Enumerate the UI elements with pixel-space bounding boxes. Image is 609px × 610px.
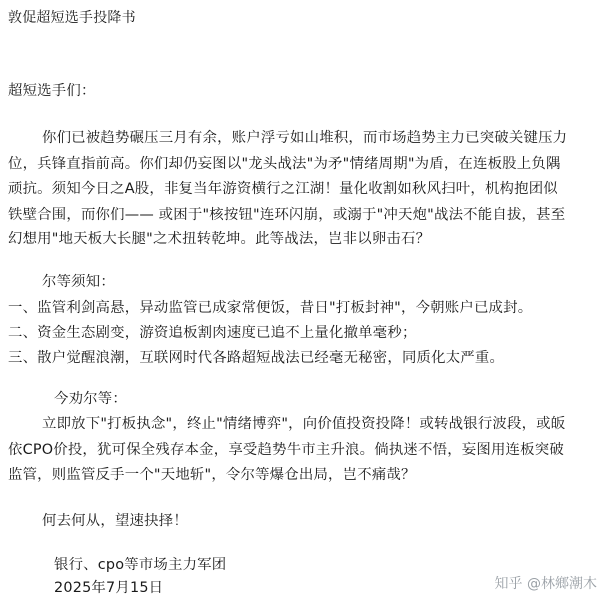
date: 2025年7月15日	[54, 580, 164, 596]
salutation: 超短选手们：	[8, 83, 96, 99]
signature: 银行、cpo等市场主力军团	[54, 557, 227, 573]
paragraph3-line3: 监管，则监管反手一个"天地斩"，令尔等爆仓出局，岂不痛哉？	[8, 467, 416, 483]
zhihu-watermark: 知乎 @林鄉潮木	[494, 576, 597, 592]
closing-line: 何去何从，望速抉择！	[42, 513, 188, 529]
letter-title: 敦促超短选手投降书	[8, 10, 136, 26]
paragraph1-line5: 幻想用"地天板大长腿"之术扭转乾坤。此等战法，岂非以卵击石？	[8, 231, 431, 247]
point-3: 三、散户觉醒浪潮，互联网时代各路超短战法已经毫无秘密，同质化太严重。	[8, 350, 505, 366]
paragraph3-line1: 立即放下"打板执念"，终止"情绪博弈"，向价值投资投降！或转战银行波段，或皈	[42, 416, 566, 432]
point-1: 一、监管利剑高悬，异动监管已成家常便饭，昔日"打板封神"，今朝账户已成封。	[8, 300, 533, 316]
heading-advise: 今劝尔等：	[54, 391, 127, 407]
paragraph1-line2: 位，兵锋直指前高。你们却仍妄图以"龙头战法"为矛"情绪周期"为盾，在连板股上负隅	[8, 156, 561, 172]
paragraph1-line4: 铁壁合围，而你们—— 或困于"核按钮"连环闪崩，或溺于"冲天炮"战法不能自拔，甚至	[8, 207, 566, 223]
paragraph1-line1: 你们已被趋势碾压三月有余，账户浮亏如山堆积，而市场趋势主力已突破关键压力	[42, 130, 568, 146]
heading-must-know: 尔等须知：	[42, 274, 115, 290]
paragraph1-line3: 顽抗。须知今日之A股，非复当年游资横行之江湖！量化收割如秋风扫叶，机构抱团似	[8, 181, 558, 197]
point-2: 二、资金生态剧变，游资追板割肉速度已追不上量化撤单毫秒；	[8, 325, 417, 341]
paragraph3-line2: 依CPO价投，犹可保全残存本金，享受趋势牛市主升浪。倘执迷不悟，妄图用连板突破	[8, 442, 564, 458]
